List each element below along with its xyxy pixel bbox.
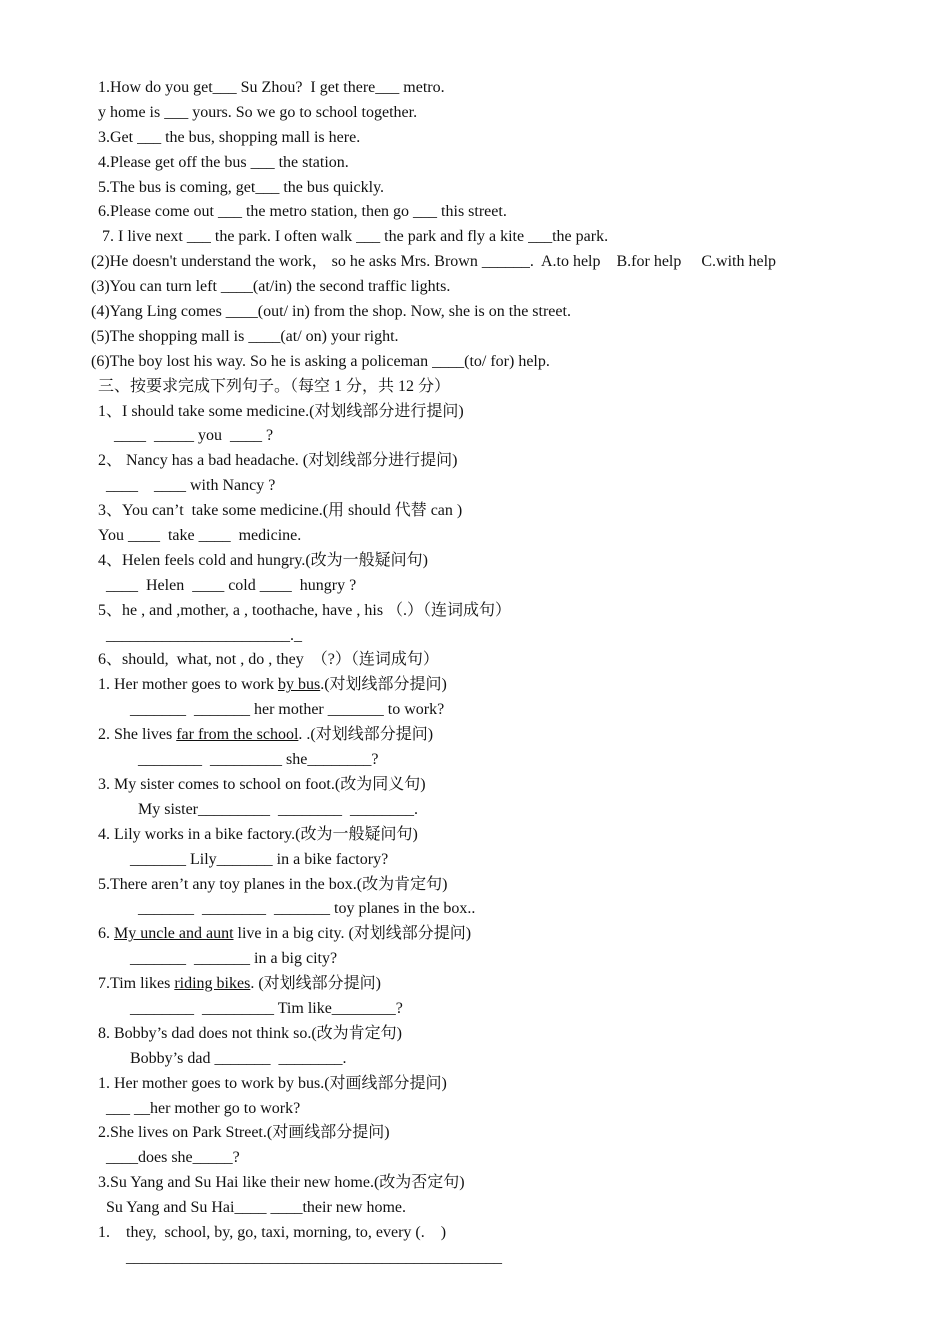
line-text: (5)The shopping mall is ____(at/ on) your right. [91, 327, 399, 345]
line-text: . (对划线部分提问) [250, 975, 381, 993]
worksheet-line [0, 673, 950, 698]
worksheet-line [0, 1097, 950, 1122]
worksheet-line [0, 848, 950, 873]
line-text: (3)You can turn left ____(at/in) the second traffic lights. [91, 278, 451, 296]
line-text: _______ _______ in a big city? [98, 950, 338, 968]
line-text: Bobby’s dad _______ ________. [98, 1049, 347, 1067]
line-text: 4. Lily works in a bike factory.(改为一般疑问句) [98, 825, 418, 843]
line-text: 1. Her mother goes to work by bus.(对画线部分提问) [98, 1074, 447, 1092]
worksheet-line [0, 250, 950, 275]
line-text: My sister_________ ________ ________. [98, 800, 418, 818]
worksheet-line [0, 648, 950, 673]
line-text: ___ __her mother go to work? [98, 1099, 301, 1117]
line-text: 7.Tim likes [98, 975, 175, 993]
worksheet-line [0, 1022, 950, 1047]
worksheet-line [0, 549, 950, 574]
worksheet-line [0, 1246, 950, 1271]
worksheet-line [0, 1072, 950, 1097]
worksheet-line [0, 176, 950, 201]
underlined-text: My uncle and aunt [114, 925, 234, 943]
line-text: ________ _________ Tim like________? [98, 999, 403, 1017]
line-text: .(对划线部分提问) [320, 676, 447, 694]
line-text: You ____ take ____ medicine. [98, 527, 302, 545]
worksheet-line [0, 698, 950, 723]
line-text: ____ ____ with Nancy ? [98, 477, 276, 495]
worksheet-line [0, 325, 950, 350]
worksheet-line [0, 101, 950, 126]
line-text: _______________________________________________ [98, 1248, 502, 1266]
line-text: 5.There aren’t any toy planes in the box.(改为肯定句) [98, 875, 448, 893]
worksheet-line [0, 873, 950, 898]
line-text: 3. My sister comes to school on foot.(改为同义句) [98, 775, 426, 793]
line-text: 3.Get ___ the bus, shopping mall is here. [98, 128, 361, 146]
worksheet-line [0, 624, 950, 649]
worksheet-line [0, 1121, 950, 1146]
worksheet-line [0, 225, 950, 250]
line-text: 6. [98, 925, 114, 943]
line-text: Su Yang and Su Hai____ ____their new home. [98, 1199, 406, 1217]
line-text: 4、Helen feels cold and hungry.(改为一般疑问句) [98, 551, 429, 569]
line-text: ____ Helen ____ cold ____ hungry ? [98, 576, 357, 594]
line-text: 三、按要求完成下列句子。（每空 1 分，共 12 分） [98, 377, 451, 395]
worksheet-line [0, 1146, 950, 1171]
worksheet-line [0, 350, 950, 375]
worksheet-line [0, 997, 950, 1022]
worksheet-line [0, 76, 950, 101]
worksheet-line [0, 300, 950, 325]
line-text: ____ _____ you ____ ? [98, 427, 274, 445]
worksheet-line [0, 1221, 950, 1246]
line-text: . .(对划线部分提问) [298, 726, 434, 744]
worksheet-line [0, 474, 950, 499]
line-text: y home is ___ yours. So we go to school together. [98, 103, 418, 121]
worksheet-line [0, 823, 950, 848]
worksheet-line [0, 524, 950, 549]
line-text: 1.How do you get___ Su Zhou? I get there___ metro. [98, 79, 445, 96]
worksheet-line [0, 599, 950, 624]
worksheet-line [0, 200, 950, 225]
worksheet-line [0, 424, 950, 449]
line-text: 2.She lives on Park Street.(对画线部分提问) [98, 1124, 390, 1142]
worksheet-line [0, 574, 950, 599]
worksheet-line [0, 1171, 950, 1196]
line-text: 6.Please come out ___ the metro station, then go ___ this street. [98, 203, 507, 221]
worksheet-line [0, 1047, 950, 1072]
line-text: 8. Bobby’s dad does not think so.(改为肯定句) [98, 1024, 402, 1042]
line-text: _______ _______ her mother _______ to work? [98, 701, 445, 719]
worksheet-line [0, 499, 950, 524]
worksheet-line [0, 947, 950, 972]
line-text: 5.The bus is coming, get___ the bus quickly. [98, 178, 385, 196]
line-text: live in a big city. (对划线部分提问) [233, 925, 472, 943]
worksheet-line [0, 400, 950, 425]
worksheet-line [0, 126, 950, 151]
line-text: (6)The boy lost his way. So he is asking a policeman ____(to/ for) help. [91, 352, 550, 370]
line-text: _______ Lily_______ in a bike factory? [98, 850, 389, 868]
worksheet-line [0, 375, 950, 400]
line-text: 1、I should take some medicine.(对划线部分进行提问) [98, 402, 464, 420]
line-text: ____does she_____? [98, 1149, 240, 1167]
line-text: ________ _________ she________? [98, 751, 379, 769]
line-text: 7. I live next ___ the park. I often walk ___ the park and fly a kite ___the park. [98, 228, 609, 246]
underlined-text: by bus [277, 676, 321, 694]
worksheet-line [0, 449, 950, 474]
line-text: 1. they, school, by, go, taxi, morning, to, every (. ) [98, 1223, 447, 1241]
line-text: 3.Su Yang and Su Hai like their new home.(改为否定句) [98, 1174, 465, 1192]
underlined-text: riding bikes [174, 975, 251, 993]
worksheet-line [0, 151, 950, 176]
worksheet-page [0, 76, 950, 1271]
line-text: 6、should, what, not , do , they （?）（连词成句） [98, 651, 439, 669]
line-text: 1. Her mother goes to work [98, 676, 278, 694]
line-text: 5、he , and ,mother, a , toothache, have , his （.）（连词成句） [98, 601, 512, 619]
line-text: (2)He doesn't understand the work， so he asks Mrs. Brown ______. A.to help B.for help C.with help [91, 253, 777, 271]
worksheet-line [0, 897, 950, 922]
line-text: 2. She lives [98, 726, 177, 744]
worksheet-line [0, 723, 950, 748]
underlined-text: far from the school [176, 726, 299, 744]
worksheet-line [0, 773, 950, 798]
line-text: (4)Yang Ling comes ____(out/ in) from the shop. Now, she is on the street. [91, 303, 571, 321]
line-text: _______________________._ [98, 626, 302, 644]
worksheet-line [0, 748, 950, 773]
line-text: 3、You can’t take some medicine.(用 should 代替 can ) [98, 502, 463, 520]
worksheet-line [0, 922, 950, 947]
worksheet-line [0, 798, 950, 823]
line-text: 4.Please get off the bus ___ the station. [98, 153, 349, 171]
worksheet-line [0, 1196, 950, 1221]
worksheet-line [0, 972, 950, 997]
line-text: 2、 Nancy has a bad headache. (对划线部分进行提问) [98, 452, 458, 470]
line-text: _______ ________ _______ toy planes in the box.. [98, 900, 476, 918]
worksheet-line [0, 275, 950, 300]
